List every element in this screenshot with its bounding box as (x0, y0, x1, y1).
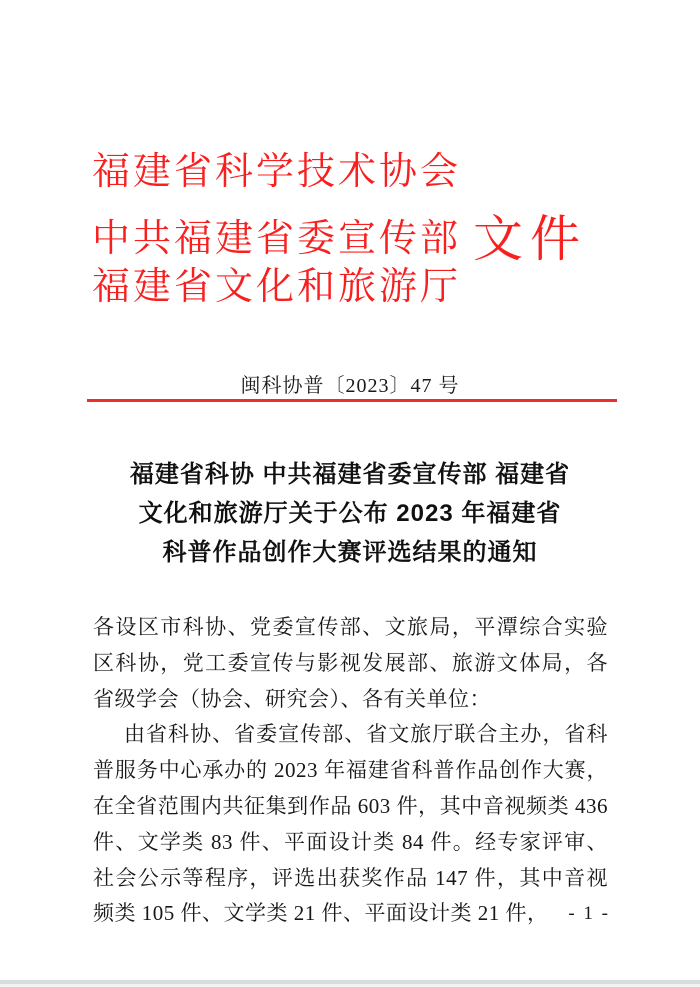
page-number: - 1 - (568, 903, 610, 924)
letterhead-org-3: 福建省文化和旅游厅 (92, 266, 462, 308)
document-title-line-3: 科普作品创作大赛评选结果的通知 (162, 539, 538, 566)
red-divider-line (87, 399, 617, 402)
letterhead-line-2 (92, 211, 588, 267)
document-body (93, 610, 608, 932)
document-title (87, 455, 613, 572)
body-paragraph-1: 由省科协、省委宣传部、省文旅厅联合主办，省科普服务中心承办的 2023 年福建省科普作品创作大赛，在全省范围内共征集到作品 603 件，其中音视频类 436 件、文学类 83 件、平面设计类 84 件。经专家评审、社会公示等程序，评选出获奖作品 147 件，其中音视频类 105 件、文学类 21 件、平面设计类 21 件， (93, 722, 608, 926)
document-title-line-1: 福建省科协 中共福建省委宣传部 福建省 (129, 461, 571, 488)
document-number: 闽科协普〔2023〕47 号 (240, 375, 460, 397)
document-title-line-2: 文化和旅游厅关于公布 2023 年福建省 (138, 500, 562, 527)
letterhead-doc-type-label: 文件 (473, 211, 588, 267)
letterhead-org-1: 福建省科学技术协会 (92, 151, 462, 193)
body-salutation: 各设区市科协、党委宣传部、文旅局，平潭综合实验区科协，党工委宣传与影视发展部、旅游文体局，各省级学会（协会、研究会）、各有关单位： (93, 615, 608, 711)
letterhead-org-2: 中共福建省委宣传部 (92, 218, 462, 260)
